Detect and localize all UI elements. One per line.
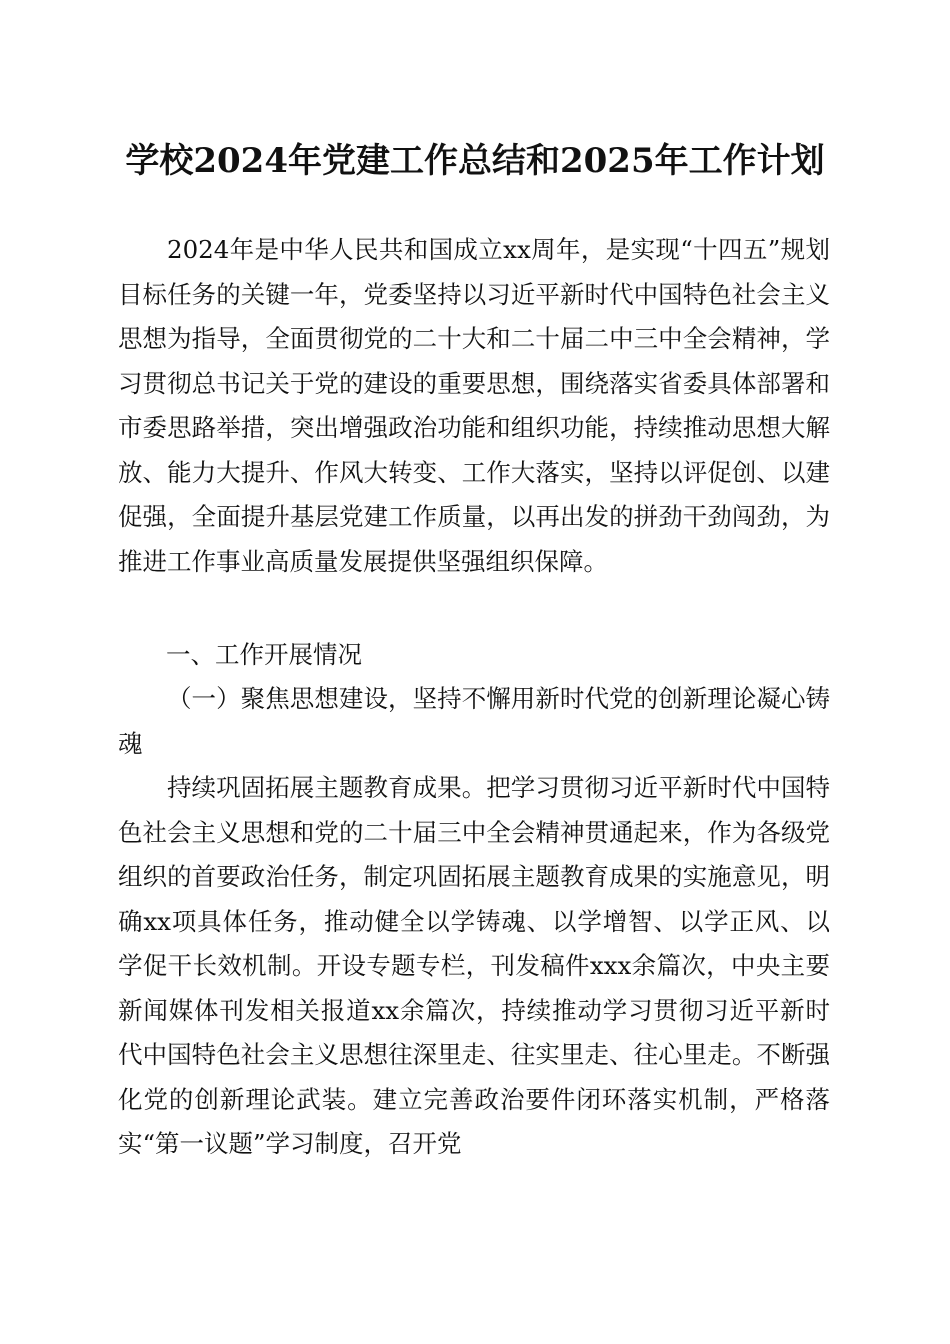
subsection-heading: （一）聚焦思想建设，坚持不懈用新时代党的创新理论凝心铸魂	[118, 684, 830, 758]
document-title: 学校2024年党建工作总结和2025年工作计划	[125, 141, 825, 181]
body-paragraph: 持续巩固拓展主题教育成果。把学习贯彻习近平新时代中国特色社会主义思想和党的二十届三中全会精神贯通起来，作为各级党组织的首要政治任务，制定巩固拓展主题教育成果的实施意见，明确xx项具体任务，推动健全以学铸魂、以学增智、以学正风、以学促干长效机制。开设专题专栏，刊发稿件xxx余篇次，中央主要新闻媒体刊发相关报道xx余篇次，持续推动学习贯彻习近平新时代中国特色社会主义思想往深里走、往实里走、往心里走。不断强化党的创新理论武装。建立完善政治要件闭环落实机制，严格落实“第一议题”学习制度，召开党	[118, 773, 830, 1158]
intro-paragraph: 2024年是中华人民共和国成立xx周年，是实现“十四五”规划目标任务的关键一年，党委坚持以习近平新时代中国特色社会主义思想为指导，全面贯彻党的二十大和二十届二中三中全会精神，学习贯彻总书记关于党的建设的重要思想，围绕落实省委具体部署和市委思路举措，突出增强政治功能和组织功能，持续推动思想大解放、能力大提升、作风大转变、工作大落实，坚持以评促创、以建促强，全面提升基层党建工作质量，以再出发的拼劲干劲闯劲，为推进工作事业高质量发展提供坚强组织保障。	[118, 235, 830, 576]
section-heading: 一、工作开展情况	[166, 640, 362, 669]
